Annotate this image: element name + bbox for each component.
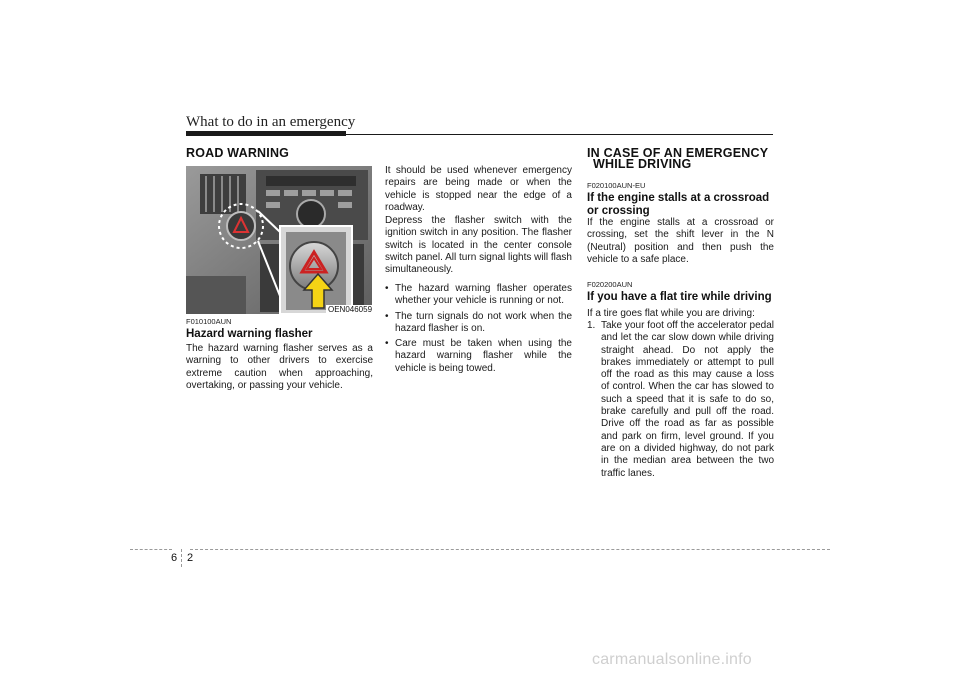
section-code: F020100AUN-EU [587, 181, 646, 190]
page-section-number: 6 [171, 552, 178, 564]
header-rule-thin [346, 134, 773, 135]
subtitle-engine-stalls: If the engine stalls at a crossroad or crossing [587, 192, 770, 217]
page-number: 2 [187, 552, 194, 564]
list-item: • The hazard warning flasher operates whether your vehicle is running or not. [385, 283, 572, 308]
flat-tire-intro: If a tire goes flat while you are driving: [587, 308, 755, 319]
photo-caption: OEN046059 [328, 305, 373, 314]
footer-divider-left [130, 549, 172, 550]
list-item: • The turn signals do not work when the hazard flasher is on. [385, 311, 572, 336]
section-title-emergency-line2: WHILE DRIVING [593, 157, 692, 171]
subtitle-flat-tire: If you have a flat tire while driving [587, 291, 772, 303]
list-item-number: 1. [587, 320, 596, 331]
footer-vertical-divider [181, 549, 182, 567]
list-item-text: Take your foot off the accelerator pedal and let the car slow down while driving straight ahead. Do not apply the brakes immediately or attempt to pull off the road as this may cause a loss of control. When the car has slowed to such a speed that it is safe to do so, brake carefully and pull off the road. Drive off the road as far as possible and park on firm, level ground. If you are on a divided highway, do not park in the median area between the two traffic lanes. [601, 320, 774, 479]
flat-tire-steps [587, 320, 774, 483]
middle-paragraph-2: Depress the flasher switch with the ignition switch in any position. The flasher switch is located in the center console switch panel. All turn signal lights will flash simultaneously. [385, 215, 572, 276]
subtitle-hazard-flasher: Hazard warning flasher [186, 328, 313, 340]
section-title-road-warning: ROAD WARNING [186, 146, 290, 160]
list-item [587, 320, 774, 480]
footer-divider-right [190, 549, 830, 550]
hazard-notes-list [385, 283, 572, 378]
header-rule-thick [186, 131, 346, 136]
section-code: F020200AUN [587, 280, 633, 289]
section-code: F010100AUN [186, 317, 232, 326]
page-header-title: What to do in an emergency [186, 114, 356, 130]
watermark-text: carmanualsonline.info [592, 651, 752, 668]
middle-paragraph-1: It should be used whenever emergency repairs are being made or when the vehicle is stopped near the edge of a roadway. [385, 165, 572, 213]
dashboard-illustration [186, 166, 372, 314]
list-item: • Care must be taken when using the hazard warning flasher while the vehicle is being towed. [385, 338, 572, 375]
section-title-emergency-line1: IN CASE OF AN EMERGENCY [587, 146, 769, 160]
engine-stalls-body: If the engine stalls at a crossroad or crossing, set the shift lever in the N (Neutral) position and then push the vehicle to a safe place. [587, 217, 774, 265]
hazard-flasher-body: The hazard warning flasher serves as a warning to other drivers to exercise extreme caution when approaching, overtaking, or passing your vehicle. [186, 343, 373, 391]
hazard-switch-photo [186, 166, 372, 314]
